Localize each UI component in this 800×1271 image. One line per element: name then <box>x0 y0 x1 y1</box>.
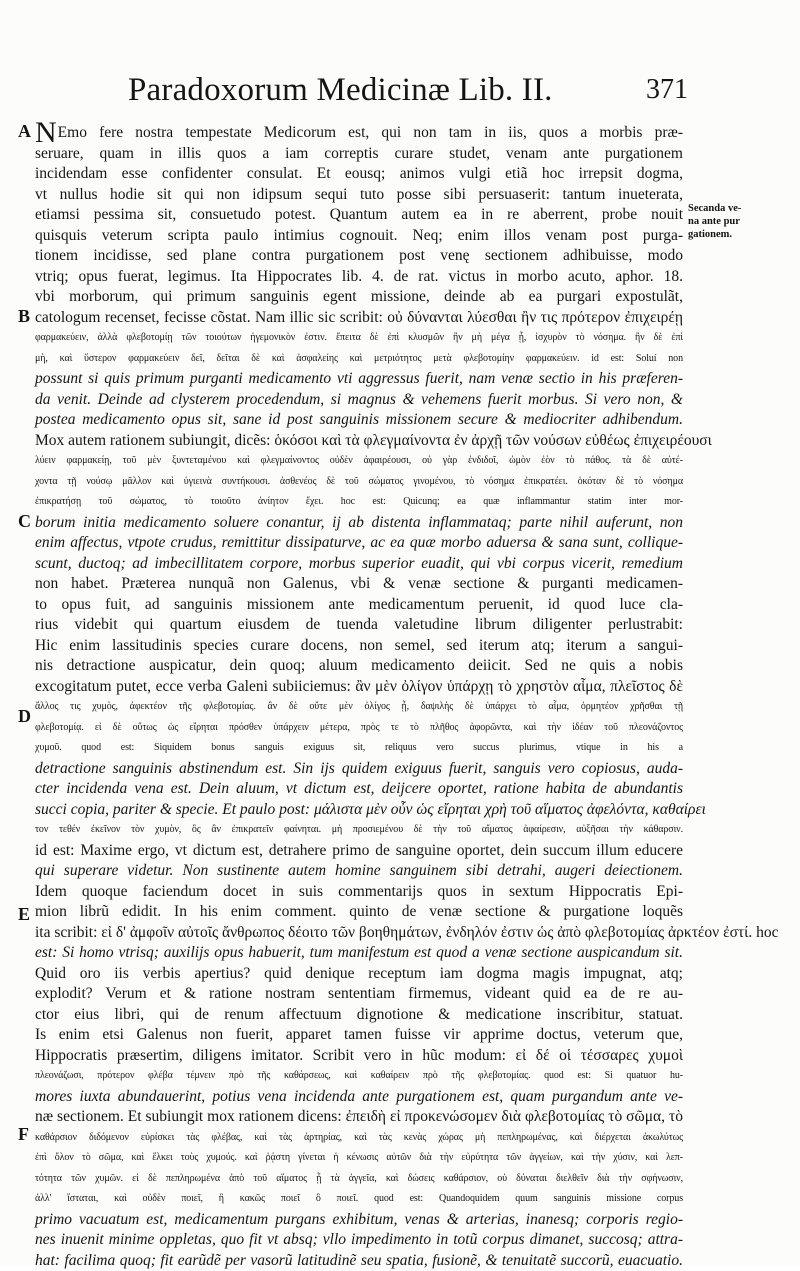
page-header <box>128 72 688 118</box>
text-line-content: explodit? Verum et & ratione nostram sententiam firmemus, videant quid ea de re au- <box>35 985 683 1002</box>
text-line <box>35 759 683 780</box>
text-line <box>35 902 683 923</box>
text-line-content: Is enim etsi Galenus non fuerit, apparet tamen fuisse vir apprime doctus, veterum que, <box>35 1026 683 1043</box>
text-line <box>35 943 683 964</box>
text-line-content: Hippocratis præsertim, diligens imitator. Scribit vero in hũc modum: εἰ δέ οἱ τέσσαρες χυμοὶ <box>35 1047 683 1064</box>
text-line <box>35 1169 683 1190</box>
text-line <box>35 1066 683 1087</box>
text-line <box>35 246 683 267</box>
text-line <box>35 718 683 739</box>
text-line <box>35 164 683 185</box>
drop-cap: N <box>35 116 57 149</box>
text-line-content: χοντα τῇ νούσῳ μᾶλλον καὶ ὑγιεινὰ συντήκουσι. ἀσθενέος δὲ τοῦ σώματος γινομένου, τὸ νόσημα ἐπικρατέει. ὁκόταν δὲ τὸ νόσημα <box>35 476 683 487</box>
marginal-note-line: Secanda ve- <box>688 202 800 215</box>
text-line <box>35 185 683 206</box>
text-line <box>35 984 683 1005</box>
text-line <box>35 841 683 862</box>
text-line <box>35 882 683 903</box>
text-line <box>35 472 683 493</box>
running-title: Paradoxorum Medicinæ Lib. II. <box>128 72 553 109</box>
text-line <box>35 595 683 616</box>
text-line-content: ἀλλ' ἵσταται, καὶ οὐδὲν ποιεῖ, ἢ κακῶς ποιεῖ ὃ ποιεῖ. quod est: Quandoquidem quum sanguinis missione corpus <box>35 1193 683 1204</box>
text-line-content: τότητα τῶν χυμῶν. εἰ δὲ πεπληρωμένα ἀπὸ τοῦ αἵματος ᾖ τὰ ἀγγεῖα, καὶ δώσεις καθάρσιον, οὐ δύναται διελθεῖν διὰ τὴν σφήνωσιν, <box>35 1173 683 1184</box>
text-line <box>35 574 683 595</box>
text-line-content: postea medicamento opus sit, sane id post sanguinis missionem secure & mediocriter adhibendum. <box>35 411 683 428</box>
text-line <box>35 636 683 657</box>
text-line <box>35 369 683 390</box>
text-line-content: tionem incidisse, sed plane contra purgationem post venę sectionem adhibuisse, modo <box>35 247 683 264</box>
text-line <box>35 328 683 349</box>
text-line-content: næ sectionem. Et subiungit mox rationem dicens: ἐπειδὴ εἰ προκενώσομεν διὰ φλεβοτομίας τὸ σῶμα, τὸ <box>35 1108 683 1125</box>
text-line-content: ctor eius libri, qui de renum affectuum dignotione & medicatione inscribitur, statuat. <box>35 1006 683 1023</box>
text-line-content: ita scribit: εἰ δ' ἀμφοῖν αὐτοῖς ἄνθρωπος δέοιτο τῶν βοηθημάτων, ἐνδηλόν ἐστιν ὡς ἀπὸ φλεβοτομίας ἀρκτέον ἐστί. hoc <box>35 924 778 941</box>
text-line-content: φλεβοτομίᾳ. εἰ δὲ οὕτως ὡς εἴρηται πρόσθεν ὑπάρχειν μέτερα, πρὸς τε τὸ πλῆθος ἀφορῶντα, καὶ τὴν ἰδέαν τοῦ πλεονάζοντος <box>35 722 683 733</box>
text-line-content: Mox autem rationem subiungit, dicẽs: ὁκόσοι καὶ τὰ φλεγμαίνοντα ἐν ἀρχῇ τῶν νούσων εὐθέως ἐπιχειρέουσι <box>35 432 712 449</box>
marginal-note-line: na ante pur <box>688 215 800 228</box>
text-line <box>35 677 683 698</box>
text-line-content: to opus fuit, ad sanguinis missionem ante medicamentum peruenit, id quod luce cla- <box>35 596 683 613</box>
text-line <box>35 390 683 411</box>
marginal-note <box>688 202 800 241</box>
text-line <box>35 554 683 575</box>
text-line <box>35 964 683 985</box>
text-line <box>35 1210 683 1231</box>
text-line-content: enim affectus, vtpote crudus, remittitur dissipaturve, ac ea quæ morbo aduersa & sana sunt, collique- <box>35 534 683 551</box>
text-line-content: rius videbit qui quartum eiusdem de tuenda valetudine librum diligenter perlustrabit: <box>35 616 683 633</box>
text-line-content: Idem quoque faciendum docet in suis commentarijs quos in sextum Hippocratis Epi- <box>35 883 683 900</box>
text-line <box>35 1025 683 1046</box>
text-line-content: μὴ, καὶ ὕστερον φαρμακεύειν δεῖ, δεῖται δὲ καὶ ἀσφαλείης καὶ μετριότητος μετὰ φλεβοτομίην φαρμακεύειν. id est: Soluí non <box>35 353 683 364</box>
page-number: 371 <box>646 74 688 106</box>
text-line-content: cter incidenda vena est. Dein aluum, vt dictum est, deijcere oportet, ratione habita de abundantis <box>35 780 683 797</box>
text-line <box>35 923 683 944</box>
text-line-content: qui superare videtur. Non sustinente autem homine sanguinem sibi detrahi, augeri deiectionem. <box>35 862 683 879</box>
text-line-content: φαρμακεύειν, ἀλλὰ φλεβοτομίῃ τῶν τοιούτων ἡγεμονικὸν ἐστιν. ἔπειτα δὲ ἐπὶ κλυσμῶν ἢν μὴ μέγα ᾖ, ἰσχυρὸν τὸ νόσημα. ἢν δὲ ἐπὶ <box>35 332 683 343</box>
text-line-content: detractione sanguinis abstinendum est. Sin ijs quidem exiguus fuerit, sanguis vero copiosus, auda- <box>35 760 683 777</box>
text-line-content: Hic enim lassitudinis species curare docens, non semel, sed iterum atq; iterum a sangui- <box>35 637 683 654</box>
margin-section-letter: F <box>18 1124 29 1145</box>
text-line-content: succi copia, pariter & specie. Et paulo post: μάλιστα μὲν οὖν ὡς εἴρηται χρὴ τοῦ αἵματος ἀφελόντα, καθαίρει <box>35 801 706 818</box>
text-line <box>35 533 683 554</box>
text-line-content: borum initia medicamento soluere conantur, ij ab distenta inflammataq; parte nihil auferunt, non <box>35 514 683 531</box>
text-line-content: Emo fere nostra tempestate Medicorum est, qui non tam in iis, quos a morbis præ- <box>58 124 683 141</box>
text-line-content: καθάρσιον διδόμενον εὐρίσκει τὰς φλέβας, καὶ τὰς ἀρτηρίας, καὶ τὰς κενὰς χώρας μὴ πεπληρωμένας, καὶ διέρχεται ἀκωλύτως <box>35 1132 683 1143</box>
margin-section-letter: A <box>18 121 31 142</box>
text-line <box>35 451 683 472</box>
text-line-content: ἐπὶ ὅλον τὸ σῶμα, καὶ ἕλκει τοὺς χυμούς. καὶ ῥᾴστη γίνεται ἡ κένωσις αὐτῶν διὰ τὴν εὐρύτητα τῶν ἀγγείων, καὶ τὴν χύσιν, καὶ λεπ- <box>35 1152 683 1163</box>
text-line <box>35 267 683 288</box>
text-line <box>35 861 683 882</box>
text-line-content: ἐπικρατήσῃ τοῦ σώματος, τὸ τοιοῦτο ἀνίητον ἔχει. hoc est: Quicunq; ea quæ inflammantur statim inter mor- <box>35 496 683 507</box>
text-line-content: possunt si quis primum purganti medicamento vti aggressus fuerit, nam venæ sectio in his præferen- <box>35 370 683 387</box>
text-line <box>35 123 683 144</box>
text-line <box>35 779 683 800</box>
margin-section-letter: B <box>18 306 30 327</box>
text-line-content: etiamsi pessima sit, consuetudo potest. Quantum autem ea in re aberrent, probe nouit <box>35 206 683 223</box>
margin-section-letter: E <box>18 904 30 925</box>
text-line-content: vt nullus hodie sit qui non idipsum sequi tuto posse sibi persuaserit: tantum inueterata, <box>35 186 683 203</box>
text-line-content: est: Si homo vtrisq; auxilijs opus habuerit, tum manifestum est quod a venæ sectione auspicandum sit. <box>35 944 683 961</box>
text-line <box>35 656 683 677</box>
text-line-content: mion librũ edidit. In his enim comment. quinto de venæ sectione & purgatione loquẽs <box>35 903 683 920</box>
text-line-content: nes inuenit minime oppletas, quo fit vt absq; vllo impedimento in totũ corpus dimanet, succosq; attra- <box>35 1231 683 1248</box>
text-line-content: incidendam esse confidenter consulat. Et eousq; animos vulgi etiã hoc irrepsit dogma, <box>35 165 683 182</box>
text-line <box>35 1046 683 1067</box>
text-line <box>35 1148 683 1169</box>
text-line-content: mores iuxta abundauerint, potius vena incidenda ante purgationem est, quam purgandum ante ve- <box>35 1088 683 1105</box>
text-line <box>35 410 683 431</box>
text-line-content: nis detractione auspicatur, dein quoq; aluum medicamento deiicit. Sed ne quis a nobis <box>35 657 683 674</box>
text-line <box>35 226 683 247</box>
text-line <box>35 513 683 534</box>
text-line <box>35 1128 683 1149</box>
margin-section-letter: C <box>18 511 31 532</box>
text-line <box>35 1087 683 1108</box>
text-line <box>35 1107 683 1128</box>
text-line <box>35 738 683 759</box>
text-line <box>35 308 683 329</box>
text-line <box>35 492 683 513</box>
text-line-content: vtriq; opus fuerat, legimus. Ita Hippocrates lib. 4. de rat. victus in morbo acuto, aphor. 18. <box>35 268 683 285</box>
text-line <box>35 697 683 718</box>
text-line-content: id est: Maxime ergo, vt dictum est, detrahere primo de sanguine oportet, dein succum illum educere <box>35 842 683 859</box>
text-line-content: scunt, ductoq; ad imbecillitatem corpore, morbus superior euadit, qui vbi corpus vicerit, remedium <box>35 555 683 572</box>
text-line <box>35 205 683 226</box>
text-line <box>35 800 683 821</box>
text-line-content: non habet. Præterea nunquã non Galenus, vbi & venæ sectione & purganti medicamen- <box>35 575 683 592</box>
text-line-content: χυμοῦ. quod est: Siquidem bonus sanguis exiguus sit, reliquus vero succus plurimus, vtique in his a <box>35 742 683 753</box>
text-line-content: τον τεθέν ἐκεῖνον τὸν χυμὸν, ὃς ἂν ἐπικρατεῖν φαίνηται. μὴ προσιεμένου δὲ τὴν τοῦ αἵματος ἀφαίρεσιν, αὐξῆσαι τὴν κάθαρσιν. <box>35 824 683 835</box>
margin-section-letter: D <box>18 706 31 727</box>
text-line <box>35 144 683 165</box>
text-line-content: da venit. Deinde ad clysterem procedendum, si magnus & vehemens fuerit morbus. Si vero non, & <box>35 391 683 408</box>
marginal-note-line: gationem. <box>688 228 800 241</box>
text-line <box>35 615 683 636</box>
text-line-content: vbi morborum, qui primum sanguinis egent missione, deinde ab ea purgari expostulãt, <box>35 288 683 305</box>
body-text <box>35 123 683 1271</box>
text-line-content: hat: facilima quoq; fit earũdẽ per vasorũ latitudinẽ seu spatia, fusionẽ, & tenuitatẽ succorũ, euacuatio. <box>35 1252 683 1269</box>
text-line-content: excogitatum putet, ecce verba Galeni subiiciemus: ἂν μὲν ὀλίγον ὑπάρχῃ τὸ χρηστὸν αἷμα, πλεῖστος δὲ <box>35 678 683 695</box>
text-line <box>35 820 683 841</box>
text-line <box>35 1251 683 1271</box>
text-line-content: Quid oro iis verbis apertius? quid denique receptum iam dogma magis impugnat, atq; <box>35 965 683 982</box>
text-line <box>35 1005 683 1026</box>
text-line <box>35 287 683 308</box>
text-line-content: primo vacuatum est, medicamentum purgans exhibitum, venas & arterias, inanesq; corporis regio- <box>35 1211 683 1228</box>
text-line-content: πλεονάζωσι, πρότερον φλέβα τέμνειν πρὸ τῆς καθάρσεως, καὶ καθαίρειν πρὸ τῆς φλεβοτομίας. quod est: Si quatuor hu- <box>35 1070 683 1081</box>
text-line <box>35 431 683 452</box>
text-line-content: ἄλλος τις χυμὸς, ἀφεκτέον τῆς φλεβοτομίας. ἂν δὲ οὔτε μὲν ὀλίγος ᾖ, δαψιλὴς δὲ ὑπάρχει τὸ αἷμα, ὁρμητέον χρῆσθαι τῇ <box>35 701 683 712</box>
text-line-content: catologum recenset, fecisse cõstat. Nam illic sic scribit: οὐ δύνανται λύεσθαι ἢν τις πρότερον ἐπιχειρέῃ <box>35 309 683 326</box>
text-line <box>35 1189 683 1210</box>
text-line-content: seruare, quam in illis quos a iam correptis curare studet, venam ante purgationem <box>35 145 683 162</box>
text-line <box>35 1230 683 1251</box>
text-line-content: quisquis veterum scripta paulo intimius cognouit. Neq; enim illos venam post purga- <box>35 227 683 244</box>
text-line-content: λύειν φαρμακείῃ, τοῦ μὲν ξυντεταμένου καὶ φλεγμαίνοντος οὐδὲν ἀφαιρέουσι, οὐ γὰρ ἐνδιδοῖ, ὠμὸν ἐὸν τὸ πάθος. τὰ δὲ αὐτέ- <box>35 455 683 466</box>
text-line <box>35 349 683 370</box>
